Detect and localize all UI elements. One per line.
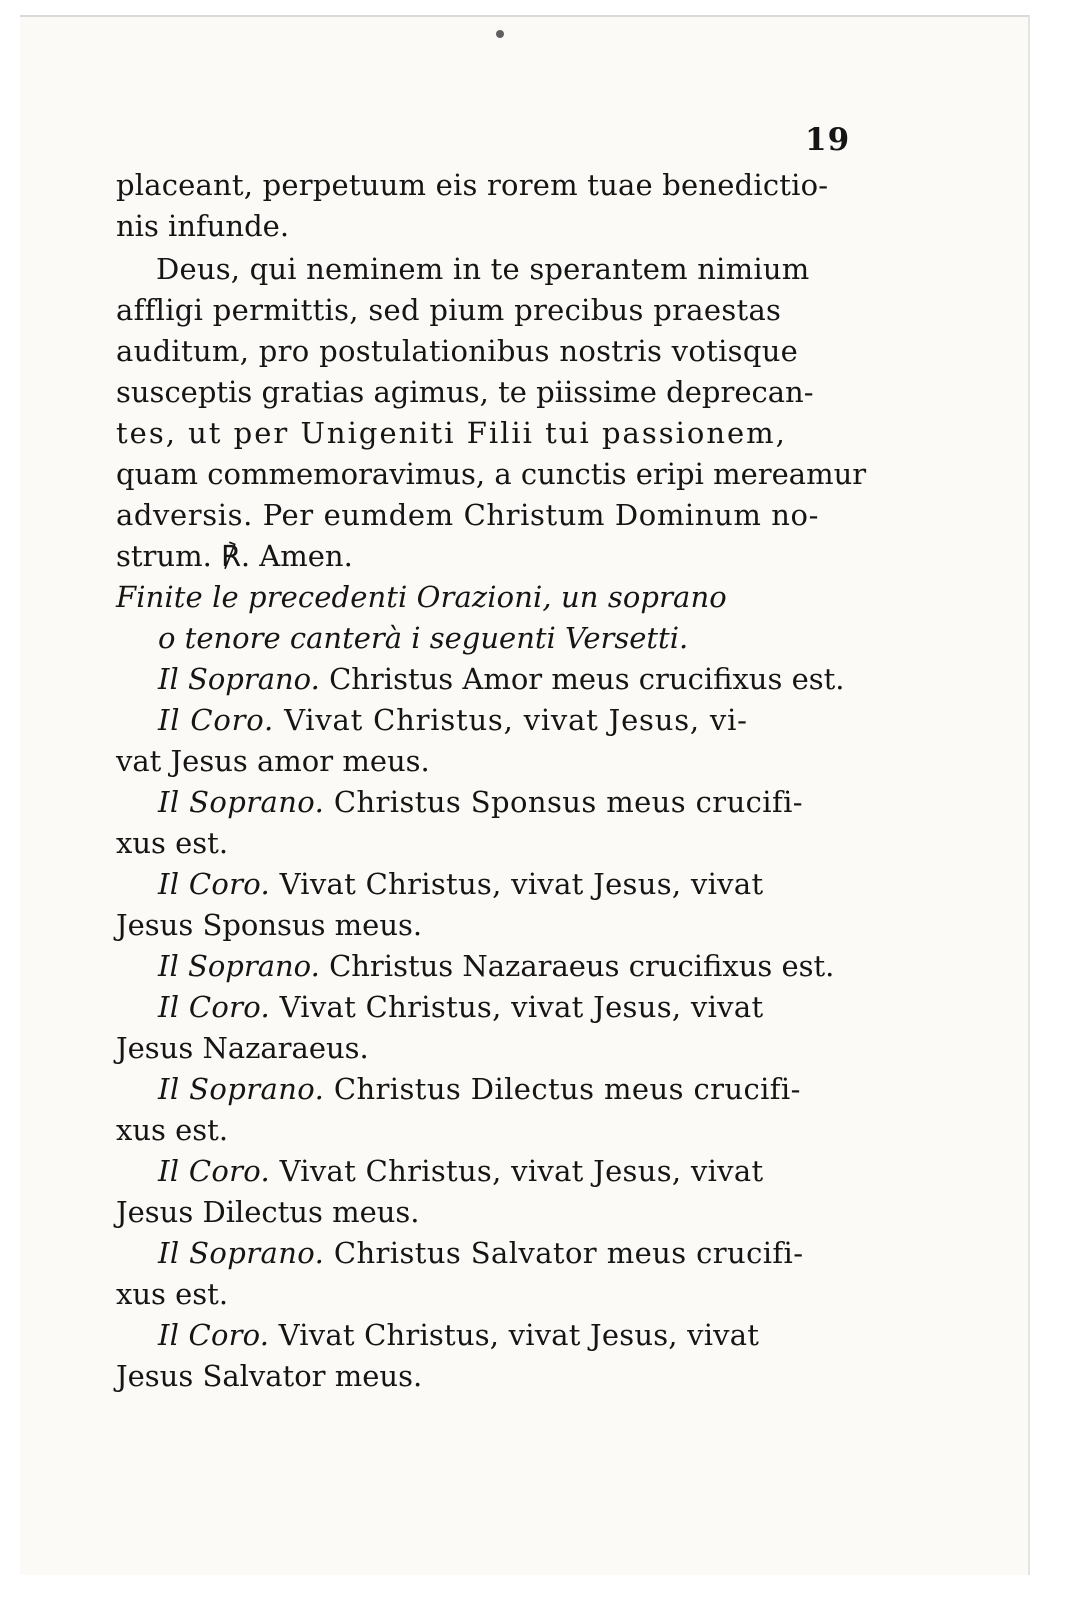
page-number: 19 xyxy=(805,122,851,158)
speaker-label: Il Soprano. xyxy=(158,1236,325,1270)
text-line: xus est. xyxy=(116,1277,229,1311)
text-line: strum. ℟. Amen. xyxy=(116,539,353,573)
verse-text: Christus Nazaraeus crucifixus est. xyxy=(329,949,835,983)
text-line: susceptis gratias agimus, te piissime deprecan- xyxy=(116,375,814,409)
speaker-label: Il Coro. xyxy=(158,1154,271,1188)
speaker-label: Il Coro. xyxy=(158,867,271,901)
verse-text: Vivat Christus, vivat Jesus, vivat xyxy=(279,1154,764,1188)
text-line: affligi permittis, sed pium precibus praestas xyxy=(116,293,782,327)
verse-text: Vivat Christus, vivat Jesus, vivat xyxy=(279,990,764,1024)
verse-text: Christus Salvator meus crucifi- xyxy=(333,1236,804,1270)
text-line: Jesus Salvator meus. xyxy=(116,1359,423,1393)
verse-line xyxy=(158,1236,803,1270)
speaker-label: Il Soprano. xyxy=(158,785,325,819)
verse-text: Vivat Christus, vivat Jesus, vi- xyxy=(284,703,748,737)
verse-line xyxy=(158,703,748,737)
verse-text: Vivat Christus, vivat Jesus, vivat xyxy=(279,867,764,901)
text-line: placeant, perpetuum eis rorem tuae benedictio- xyxy=(116,168,829,202)
text-line: nis infunde. xyxy=(116,209,290,243)
verse-line xyxy=(158,949,834,983)
verse-text: Christus Dilectus meus crucifi- xyxy=(333,1072,801,1106)
text-line: quam commemoravimus, a cunctis eripi mereamur xyxy=(116,457,867,491)
text-line: Jesus Dilectus meus. xyxy=(116,1195,420,1229)
text-line: Jesus Sponsus meus. xyxy=(116,908,423,942)
text-line: vat Jesus amor meus. xyxy=(116,744,430,778)
speaker-label: Il Soprano. xyxy=(158,662,320,696)
verse-line xyxy=(158,1072,801,1106)
text-line: xus est. xyxy=(116,826,229,860)
text-line: adversis. Per eumdem Christum Dominum no- xyxy=(116,498,819,532)
verse-text: Christus Sponsus meus crucifi- xyxy=(333,785,803,819)
verse-line xyxy=(158,662,845,696)
verse-line xyxy=(158,785,803,819)
printer-mark xyxy=(496,30,504,38)
verse-line xyxy=(158,1154,763,1188)
verse-text: Vivat Christus, vivat Jesus, vivat xyxy=(278,1318,760,1352)
rubric-line: Finite le precedenti Orazioni, un soprano xyxy=(116,580,727,614)
speaker-label: Il Coro. xyxy=(158,990,271,1024)
text-line: xus est. xyxy=(116,1113,229,1147)
verse-line xyxy=(158,1318,759,1352)
rubric-line: o tenore canterà i seguenti Versetti. xyxy=(158,621,689,655)
text-line: auditum, pro postulationibus nostris votisque xyxy=(116,334,799,368)
speaker-label: Il Coro. xyxy=(158,1318,270,1352)
text-line: Deus, qui neminem in te sperantem nimium xyxy=(156,252,810,286)
text-line: tes, ut per Unigeniti Filii tui passionem, xyxy=(116,416,787,450)
verse-line xyxy=(158,867,763,901)
speaker-label: Il Soprano. xyxy=(158,1072,325,1106)
verse-text: Christus Amor meus crucifixus est. xyxy=(329,662,845,696)
verse-line xyxy=(158,990,763,1024)
speaker-label: Il Soprano. xyxy=(158,949,320,983)
speaker-label: Il Coro. xyxy=(158,703,275,737)
text-line: Jesus Nazaraeus. xyxy=(116,1031,369,1065)
